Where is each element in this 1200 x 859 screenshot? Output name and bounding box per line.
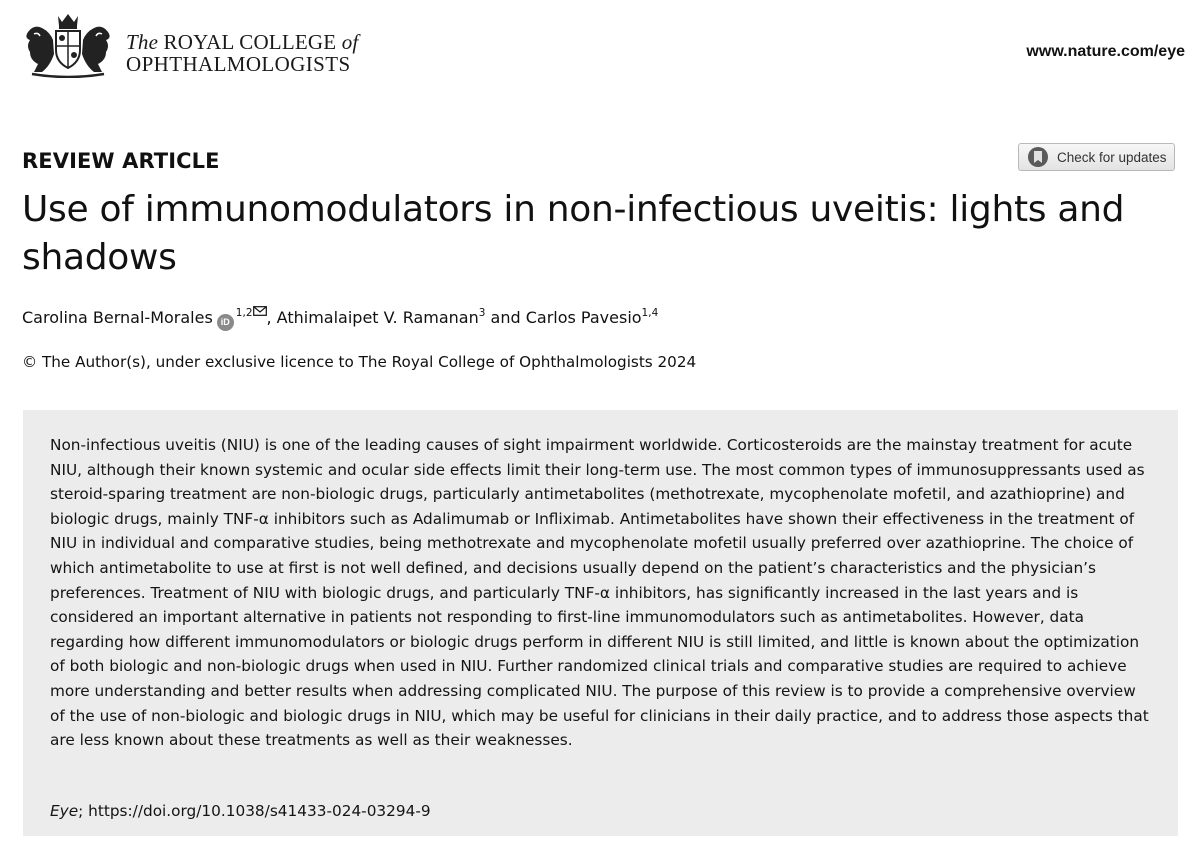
citation-doi-link[interactable]: ; https://doi.org/10.1038/s41433-024-03294-9 bbox=[78, 802, 431, 820]
citation-journal: Eye bbox=[50, 802, 79, 820]
journal-url-link[interactable]: www.nature.com/eye bbox=[1026, 43, 1185, 60]
orcid-icon[interactable]: iD bbox=[217, 314, 234, 331]
email-icon[interactable] bbox=[253, 306, 267, 316]
college-name-line1: The ROYAL COLLEGE of bbox=[126, 30, 359, 54]
author-affiliation: 1,4 bbox=[641, 307, 659, 319]
author-separator: , bbox=[266, 308, 277, 327]
check-for-updates-button[interactable] bbox=[1018, 143, 1175, 171]
journal-header bbox=[20, 10, 1185, 80]
author-name[interactable]: Carolina Bernal-Morales bbox=[22, 308, 213, 327]
bookmark-update-icon bbox=[1027, 146, 1049, 168]
author-separator: and bbox=[485, 308, 526, 327]
article-type-label: REVIEW ARTICLE bbox=[22, 149, 220, 173]
article-title: Use of immunomodulators in non-infectious uveitis: lights and shadows bbox=[22, 189, 1125, 278]
copyright-notice: © The Author(s), under exclusive licence to The Royal College of Ophthalmologists 2024 bbox=[22, 353, 697, 371]
author-name[interactable]: Carlos Pavesio bbox=[525, 308, 642, 327]
abstract-text: Non-infectious uveitis (NIU) is one of the leading causes of sight impairment worldwide. Corticosteroids are the mainstay treatment for acute NIU, although their known systemic and ocular side effects limit their long-term use. The most common types of immunosuppressants used as steroid-sparing treatment are non-biologic drugs, particularly antimetabolites (methotrexate, mycophenolate mofetil, and azathioprine) and biologic drugs, mainly TNF-α inhibitors such as Adalimumab or Infliximab. Antimetabolites have shown their effectiveness in the treatment of NIU in individual and comparative studies, being methotrexate and mycophenolate mofetil usually preferred over azathioprine. The choice of which antimetabolite to use at first is not well defined, and decisions usually depend on the patient’s characteristics and the physician’s preferences. Treatment of NIU with biologic drugs, and particularly TNF-α inhibitors, has significantly increased in the last years and is considered an important alternative in patients not responding to first-line immunomodulators such as antimetabolites. However, data regarding how different immunomodulators or biologic drugs perform in different NIU is still limited, and little is known about the optimization of both biologic and non-biologic drugs when used in NIU. Further randomized clinical trials and comparative studies are required to achieve more understanding and better results when addressing complicated NIU. The purpose of this review is to provide a comprehensive overview of the use of non-biologic and biologic drugs in NIU, which may be useful for clinicians in their daily practice, and to address those aspects that are less known about these treatments as well as their weaknesses. bbox=[50, 436, 1149, 750]
author-name[interactable]: Athimalaipet V. Ramanan bbox=[276, 308, 479, 327]
author-list bbox=[22, 306, 658, 331]
author-affiliation: 1,2 bbox=[235, 307, 253, 319]
college-name-line2: OPHTHALMOLOGISTS bbox=[126, 52, 351, 76]
author-affiliation: 3 bbox=[478, 307, 486, 319]
check-for-updates-label: Check for updates bbox=[1057, 149, 1167, 165]
abstract-box bbox=[23, 410, 1178, 836]
citation-line bbox=[50, 802, 431, 820]
college-crest-logo bbox=[20, 10, 116, 78]
college-name bbox=[126, 31, 358, 75]
